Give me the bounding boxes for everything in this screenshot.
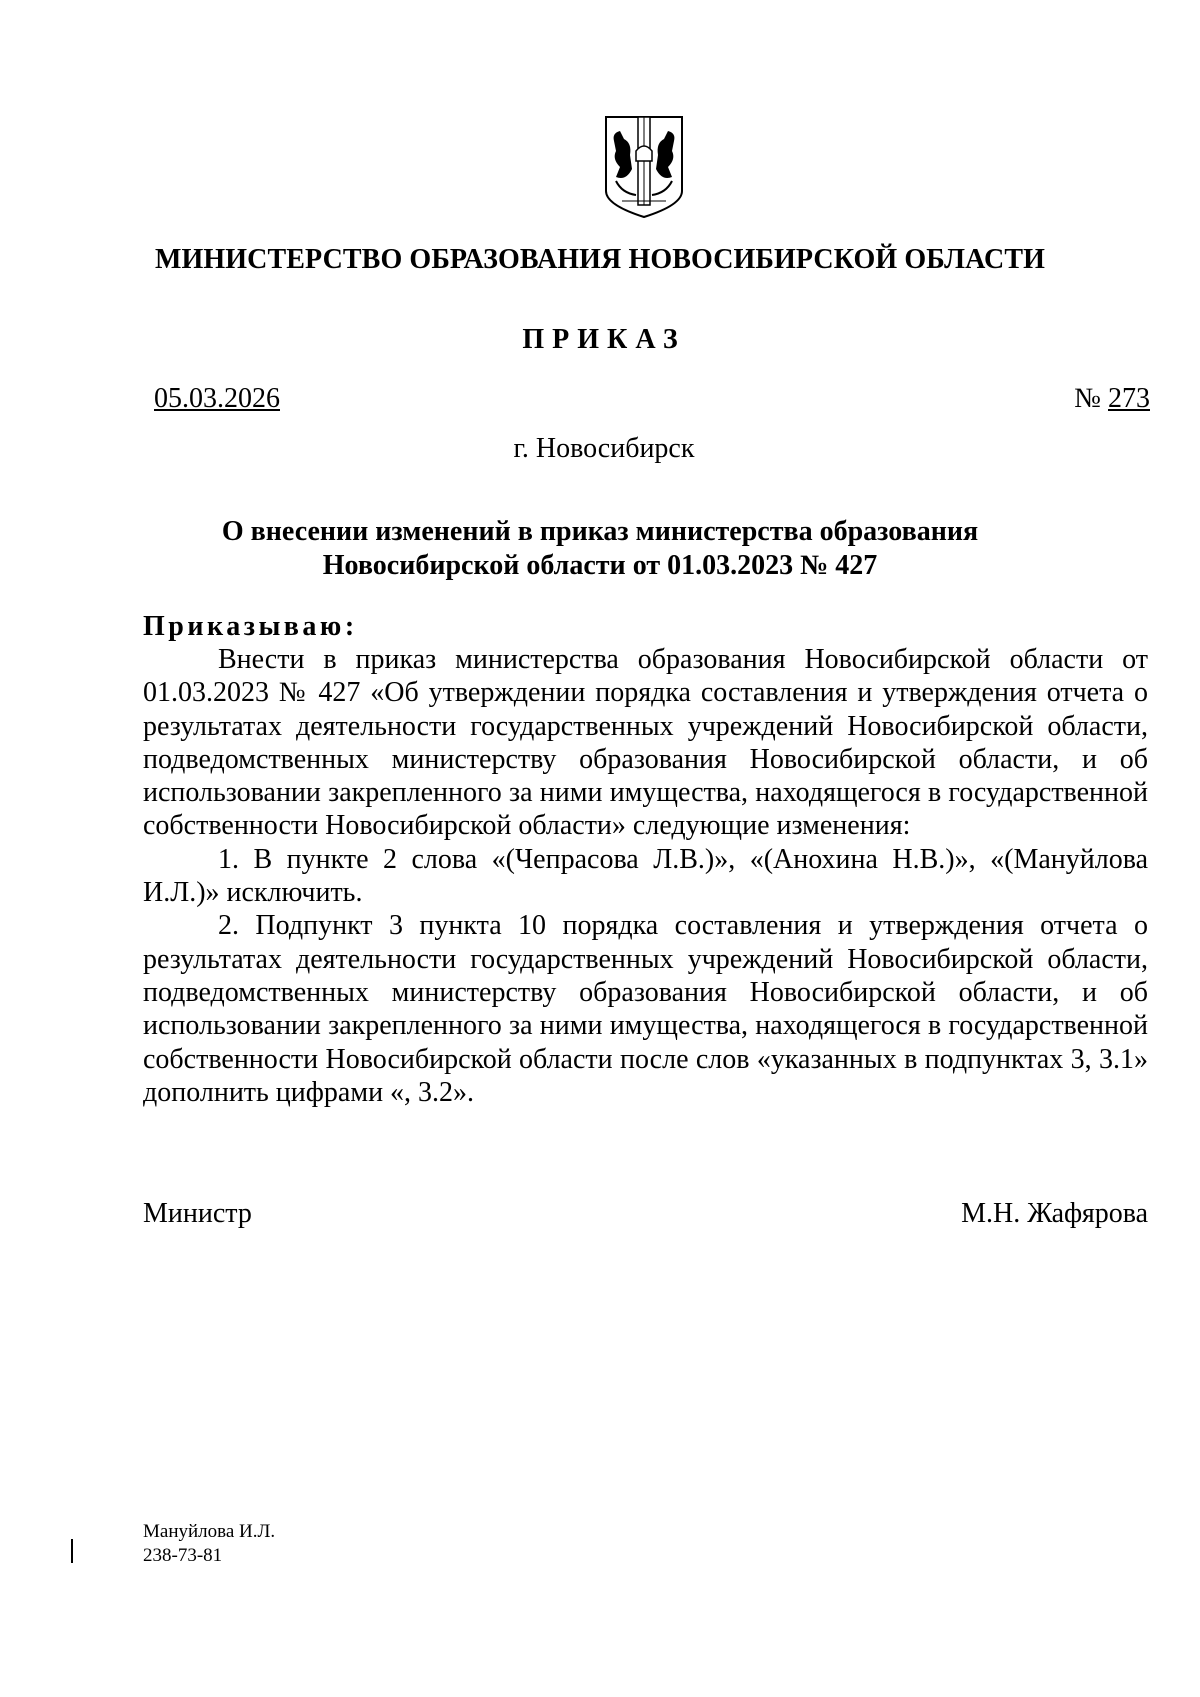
order-body xyxy=(143,643,1148,1109)
order-directive: Приказываю: xyxy=(143,611,358,642)
order-number-prefix: № xyxy=(1074,383,1101,414)
body-paragraph-item-2: 2. Подпункт 3 пункта 10 порядка составления и утверждения отчета о результатах деятельности государственных учреждений Новосибирской области, подведомственных министерству образования Новосибирской области, и об использовании закрепленного за ними имущества, находящегося в государственной собственности Новосибирской области после слов «указанных в подпунктах 3, 3.1» дополнить цифрами «, 3.2». xyxy=(143,910,1148,1108)
margin-mark xyxy=(71,1539,73,1563)
coat-of-arms-icon xyxy=(602,111,686,221)
body-paragraph-item-1: 1. В пункте 2 слова «(Чепрасова Л.В.)», «(Анохина Н.В.)», «(Мануйлова И.Л.)» исключить. xyxy=(143,843,1148,909)
order-date: 05.03.2026 xyxy=(154,383,280,414)
body-paragraph-intro: Внести в приказ министерства образования Новосибирской области от 01.03.2023 № 427 «Об утверждении порядка составления и утверждения отчета о результатах деятельности государственных учреждений Новосибирской области, подведомственных министерству образования Новосибирской области, и об использовании закрепленного за ними имущества, находящегося в государственной собственности Новосибирской области» следующие изменения: xyxy=(143,644,1148,842)
executor-info xyxy=(143,1520,275,1568)
signer-title: Министр xyxy=(143,1198,252,1229)
order-subject-line-2: Новосибирской области от 01.03.2023 № 427 xyxy=(322,550,878,581)
signer-name: М.Н. Жафярова xyxy=(961,1198,1148,1229)
order-subject-line-1: О внесении изменений в приказ министерства образования xyxy=(221,516,979,547)
executor-name: Мануйлова И.Л. xyxy=(143,1521,276,1542)
document-type-title: ПРИКАЗ xyxy=(522,324,686,355)
ministry-name: МИНИСТЕРСТВО ОБРАЗОВАНИЯ НОВОСИБИРСКОЙ ОБЛАСТИ xyxy=(155,244,1045,275)
order-subject xyxy=(200,515,1000,583)
executor-phone: 238-73-81 xyxy=(143,1545,223,1566)
city: г. Новосибирск xyxy=(513,433,695,464)
order-number xyxy=(1074,383,1150,415)
order-number-value: 273 xyxy=(1108,383,1150,414)
